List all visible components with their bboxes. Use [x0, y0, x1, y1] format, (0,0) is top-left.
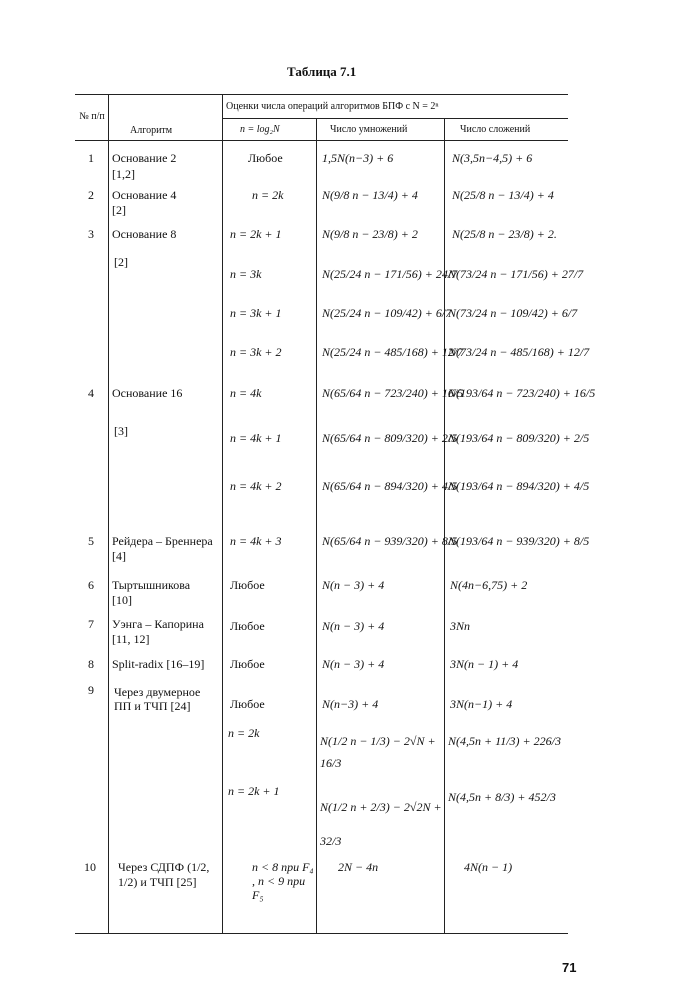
col-divider-4	[444, 118, 445, 933]
row-ref: [11, 12]	[112, 632, 150, 646]
row-num: 2	[88, 188, 94, 202]
row-n: n = 3k + 2	[230, 345, 282, 359]
row-ref: [1,2]	[112, 167, 135, 181]
row-n: n = 4k + 1	[230, 431, 282, 445]
row-ref: 1/2) и ТЧП [25]	[118, 875, 197, 889]
row-n: n = 4k	[230, 386, 262, 400]
header-sub-rule	[222, 118, 568, 119]
row-algorithm: Тыртышникова	[112, 578, 191, 592]
row-add: N(3,5n−4,5) + 6	[452, 151, 533, 165]
row-mult: N(n − 3) + 4	[322, 657, 385, 671]
col-divider-1	[108, 94, 109, 933]
row-n: n = 2k + 1	[230, 227, 282, 241]
row-num: 5	[88, 534, 94, 548]
row-algorithm: Через СДПФ (1/2,	[118, 860, 210, 874]
row-mult: N(25/24 n − 171/56) + 24/7	[322, 267, 458, 281]
row-n: Любое	[230, 657, 265, 671]
row-mult: N(25/24 n − 485/168) + 12/7	[322, 345, 464, 359]
row-algorithm: Основание 8	[112, 227, 177, 241]
row-add: 3Nn	[450, 619, 471, 633]
row-add: N(4n−6,75) + 2	[450, 578, 528, 592]
row-add: 3N(n−1) + 4	[450, 697, 513, 711]
row-num: 9	[88, 683, 94, 697]
row-mult: N(1/2 n − 1/3) − 2√N + 16/3	[320, 734, 436, 770]
row-add: 4N(n − 1)	[464, 860, 513, 874]
row-n: n = 2k	[228, 726, 260, 740]
row-algorithm: Основание 16	[112, 386, 183, 400]
header-estimates: Оценки числа операций алгоритмов БПФ с N = 2ⁿ	[226, 101, 439, 112]
row-n: Любое	[230, 697, 265, 711]
header-add: Число сложений	[460, 124, 531, 135]
row-n: n = 2k + 1	[228, 784, 280, 798]
row-n: n = 2k	[252, 188, 284, 202]
row-mult: N(65/64 n − 723/240) + 16/5	[322, 386, 464, 400]
col-divider-2	[222, 94, 223, 933]
row-mult: N(n−3) + 4	[322, 697, 379, 711]
header-mult: Число умножений	[330, 124, 408, 135]
row-add: N(193/64 n − 894/320) + 4/5	[448, 479, 590, 493]
header-num: № п/п	[79, 111, 105, 122]
row-algorithm: Основание 4	[112, 188, 177, 202]
row-mult: N(9/8 n − 13/4) + 4	[322, 188, 418, 202]
row-n: Любое	[230, 578, 265, 592]
row-algorithm: Основание 2	[112, 151, 177, 165]
row-algorithm: Через двумерное	[114, 685, 201, 699]
row-num: 7	[88, 617, 94, 631]
row-mult: N(65/64 n − 939/320) + 8/5	[322, 534, 458, 548]
row-add: N(73/24 n − 485/168) + 12/7	[448, 345, 590, 359]
row-n: n = 3k + 1	[230, 306, 282, 320]
row-add: N(73/24 n − 171/56) + 27/7	[448, 267, 584, 281]
row-mult: N(1/2 n + 2/3) − 2√2N + 32/3	[320, 800, 442, 848]
row-ref: [2]	[114, 255, 128, 269]
page-number: 71	[562, 960, 577, 975]
row-mult: 1,5N(n−3) + 6	[322, 151, 394, 165]
row-add: N(193/64 n − 939/320) + 8/5	[448, 534, 590, 548]
header-algorithm: Алгоритм	[130, 125, 173, 136]
row-add: N(4,5n + 11/3) + 226/3	[448, 734, 561, 748]
row-algorithm: Рейдера – Бреннера [4]	[112, 534, 213, 563]
header-n: n = log₂N	[240, 124, 280, 135]
table-top-rule	[75, 94, 568, 95]
row-add: N(193/64 n − 809/320) + 2/5	[448, 431, 590, 445]
header-bottom-rule	[75, 140, 568, 141]
row-algorithm: Уэнга – Капорина	[112, 617, 204, 631]
row-num: 4	[88, 386, 94, 400]
row-n: n = 4k + 2	[230, 479, 282, 493]
row-num: 1	[88, 151, 94, 165]
row-mult: N(n − 3) + 4	[322, 619, 385, 633]
row-ref: [10]	[112, 593, 132, 607]
row-n: Любое	[248, 151, 283, 165]
row-mult: 2N − 4n	[338, 860, 379, 874]
row-num: 6	[88, 578, 94, 592]
row-n: Любое	[230, 619, 265, 633]
row-num: 10	[84, 860, 96, 874]
row-num: 3	[88, 227, 94, 241]
row-add: N(25/8 n − 23/8) + 2.	[452, 227, 557, 241]
row-mult: N(n − 3) + 4	[322, 578, 385, 592]
row-mult: N(25/24 n − 109/42) + 6/7	[322, 306, 452, 320]
table-bottom-rule	[75, 933, 568, 934]
row-add: N(4,5n + 8/3) + 452/3	[448, 790, 556, 804]
table-title: Таблица 7.1	[287, 64, 357, 79]
row-mult: N(9/8 n − 23/8) + 2	[322, 227, 418, 241]
row-n: n < 8 при F₄ , n < 9 при F₅	[252, 860, 314, 902]
row-add: N(73/24 n − 109/42) + 6/7	[448, 306, 578, 320]
row-ref: [3]	[114, 424, 128, 438]
row-mult: N(65/64 n − 894/320) + 4/5	[322, 479, 458, 493]
row-num: 8	[88, 657, 94, 671]
row-add: 3N(n − 1) + 4	[450, 657, 519, 671]
row-algorithm: Split-radix [16–19]	[112, 657, 205, 671]
row-ref: [2]	[112, 203, 126, 217]
row-n: n = 3k	[230, 267, 262, 281]
row-add: N(193/64 n − 723/240) + 16/5	[448, 386, 596, 400]
row-mult: N(65/64 n − 809/320) + 2/5	[322, 431, 458, 445]
row-add: N(25/8 n − 13/4) + 4	[452, 188, 554, 202]
row-n: n = 4k + 3	[230, 534, 282, 548]
col-divider-3	[316, 118, 317, 933]
row-ref: ПП и ТЧП [24]	[114, 699, 191, 713]
